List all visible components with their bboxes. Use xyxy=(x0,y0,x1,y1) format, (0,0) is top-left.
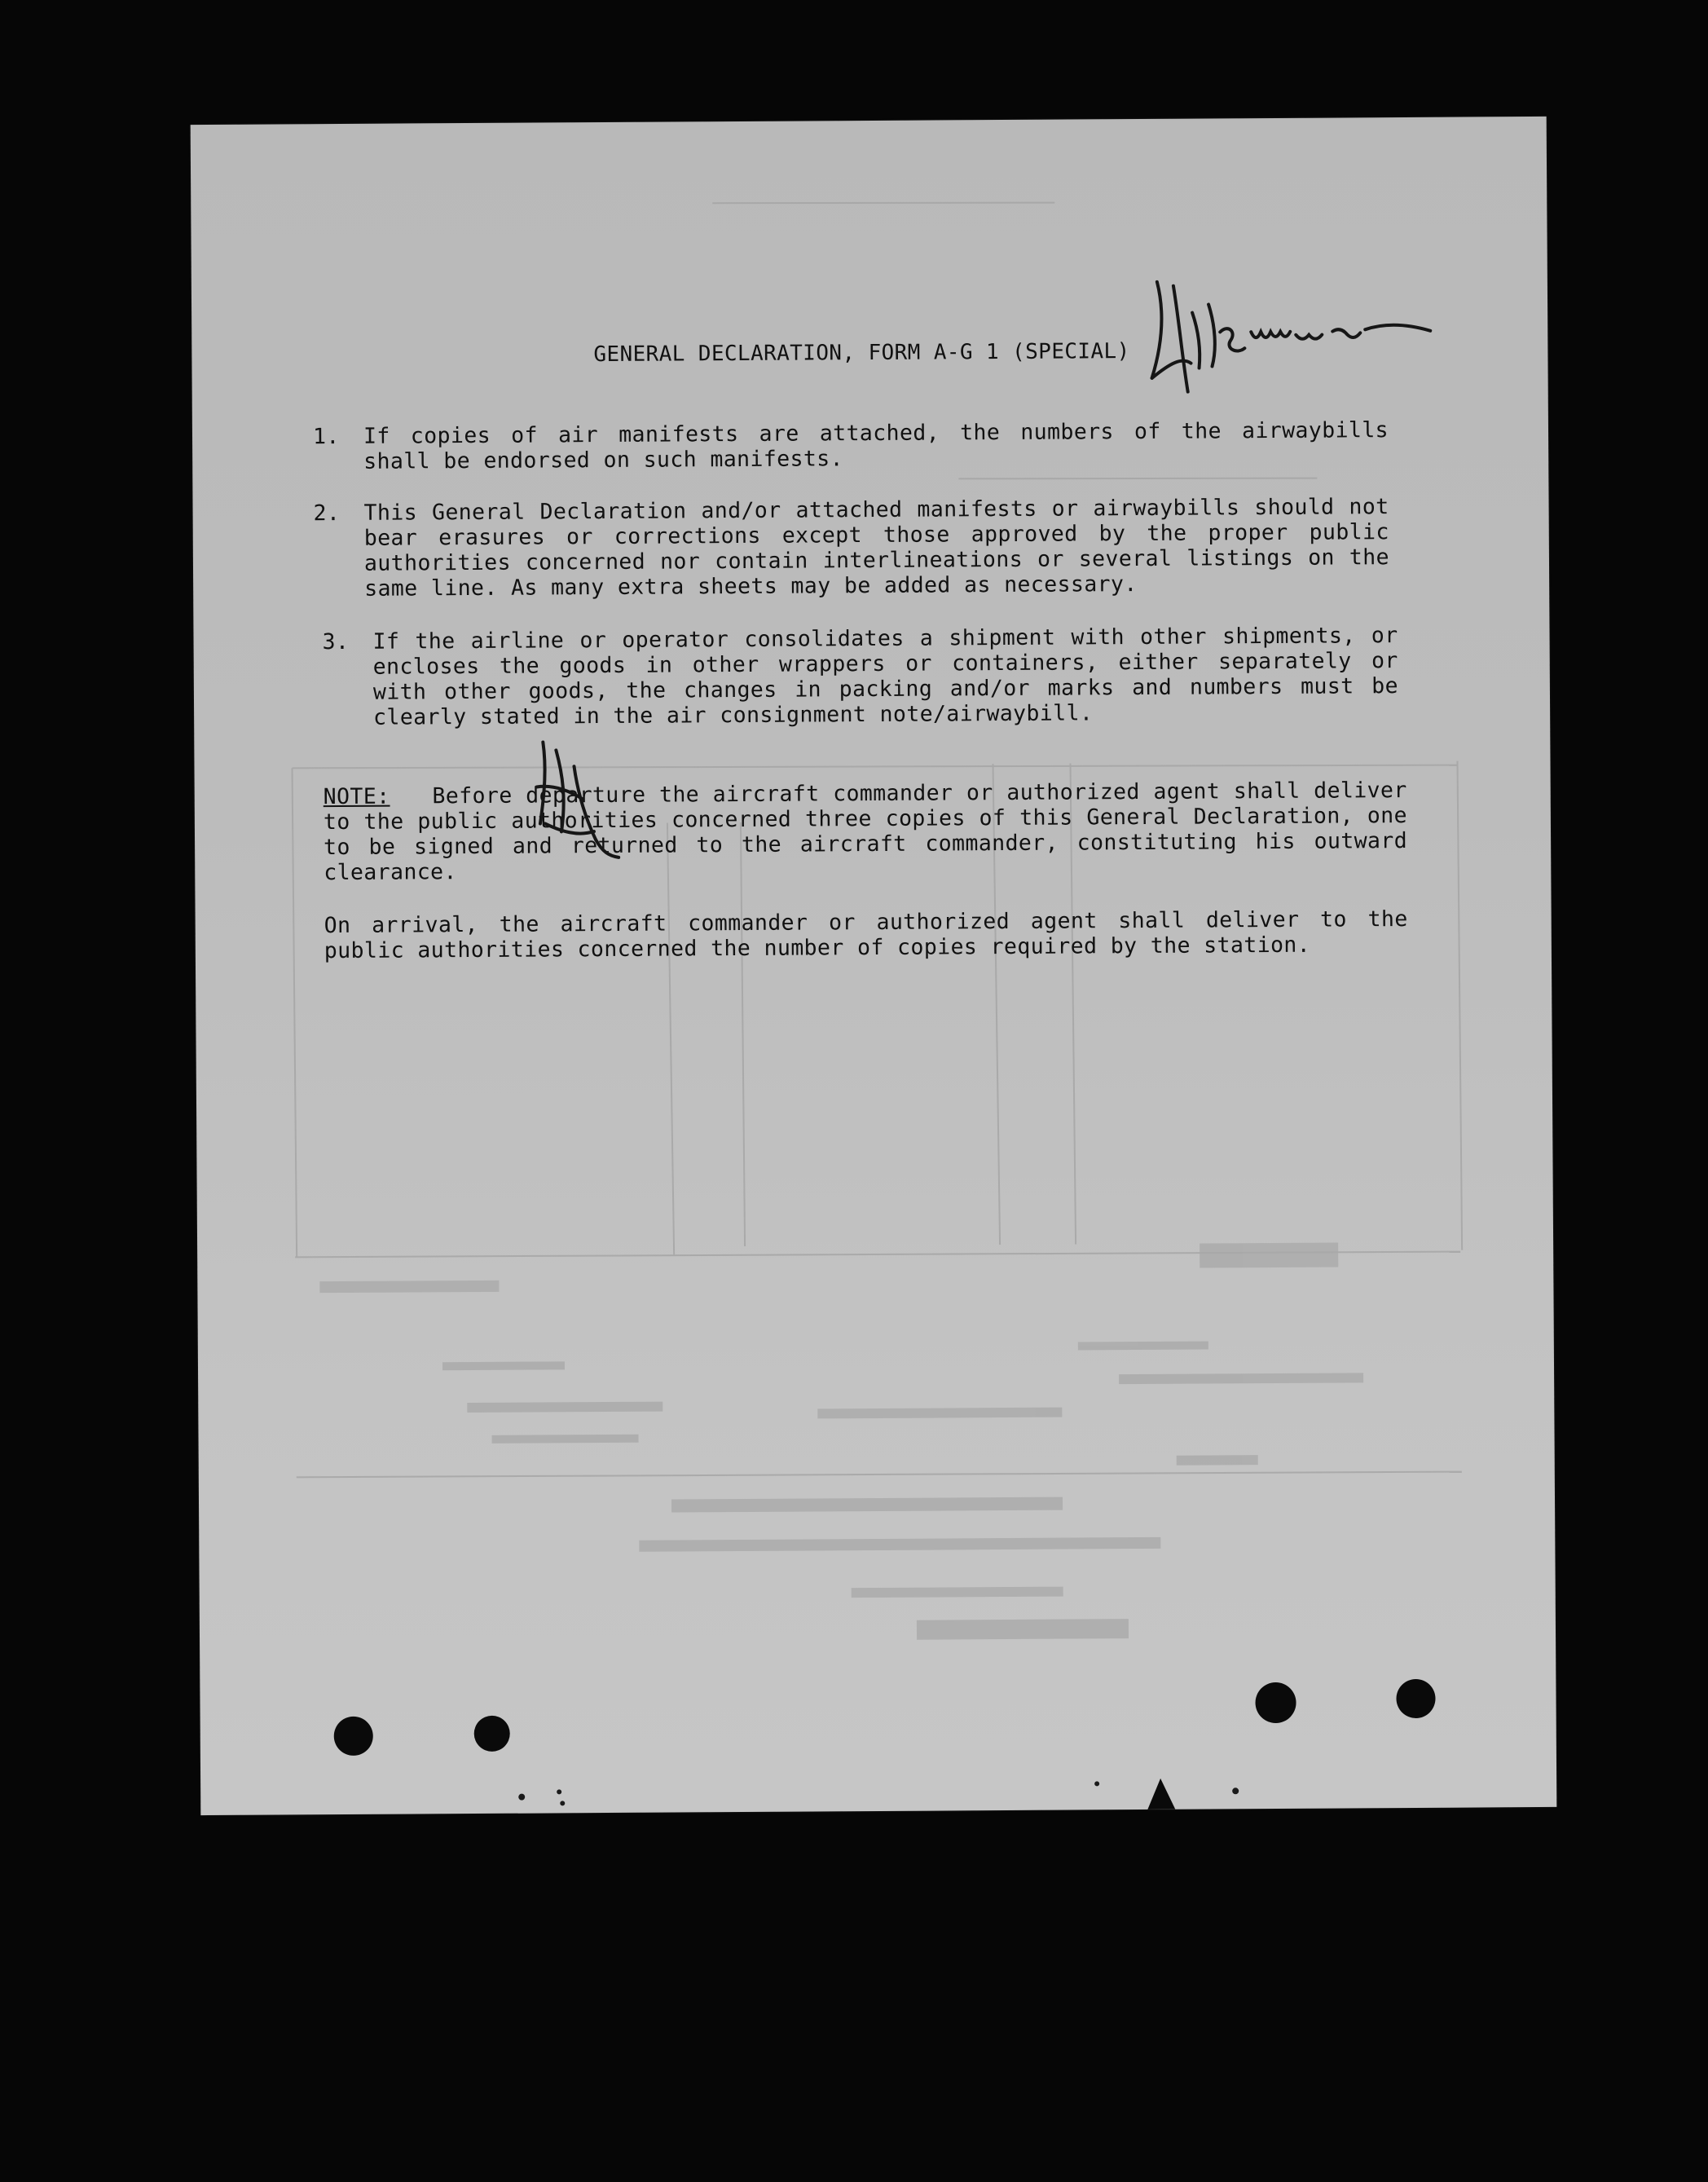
document-body xyxy=(191,117,1557,1815)
item-text: If copies of air manifests are attached, the numbers of the airwaybills shall be endorsed on such manifests. xyxy=(363,417,1389,474)
note-label: NOTE: xyxy=(323,783,390,810)
document-sheet xyxy=(191,117,1557,1815)
departure-note xyxy=(324,778,1408,885)
item-number: 3. xyxy=(322,628,350,655)
form-title: GENERAL DECLARATION, FORM A-G 1 (SPECIAL) xyxy=(593,339,1130,368)
instruction-item-1 xyxy=(313,417,1389,474)
item-number: 2. xyxy=(313,500,341,527)
item-number: 1. xyxy=(312,423,340,450)
instruction-item-2 xyxy=(314,494,1390,602)
instruction-item-3 xyxy=(322,623,1398,730)
item-text: If the airline or operator consolidates a shipment with other shipments, or encloses the goods in other wrappers or containers, either separately or with other goods, the changes in packing and/or marks and numbers must be clearly stated in the air consignment note/airwaybill. xyxy=(372,623,1399,730)
note-text: Before departure the aircraft commander or authorized agent shall deliver to the public authorities concerned three copies of this General Declaration, one to be signed and returned to the aircraft commander, constituting his outward clearance. xyxy=(323,777,1408,886)
item-text: This General Declaration and/or attached manifests or airwaybills should not bear erasures or corrections except those approved by the proper public authorities concerned nor contain interlineations or several listings on the same line. As many extra sheets may be added as necessary. xyxy=(363,494,1390,602)
arrival-note: On arrival, the aircraft commander or authorized agent shall deliver to the public authorities concerned the number of copies required by the station. xyxy=(324,906,1408,964)
